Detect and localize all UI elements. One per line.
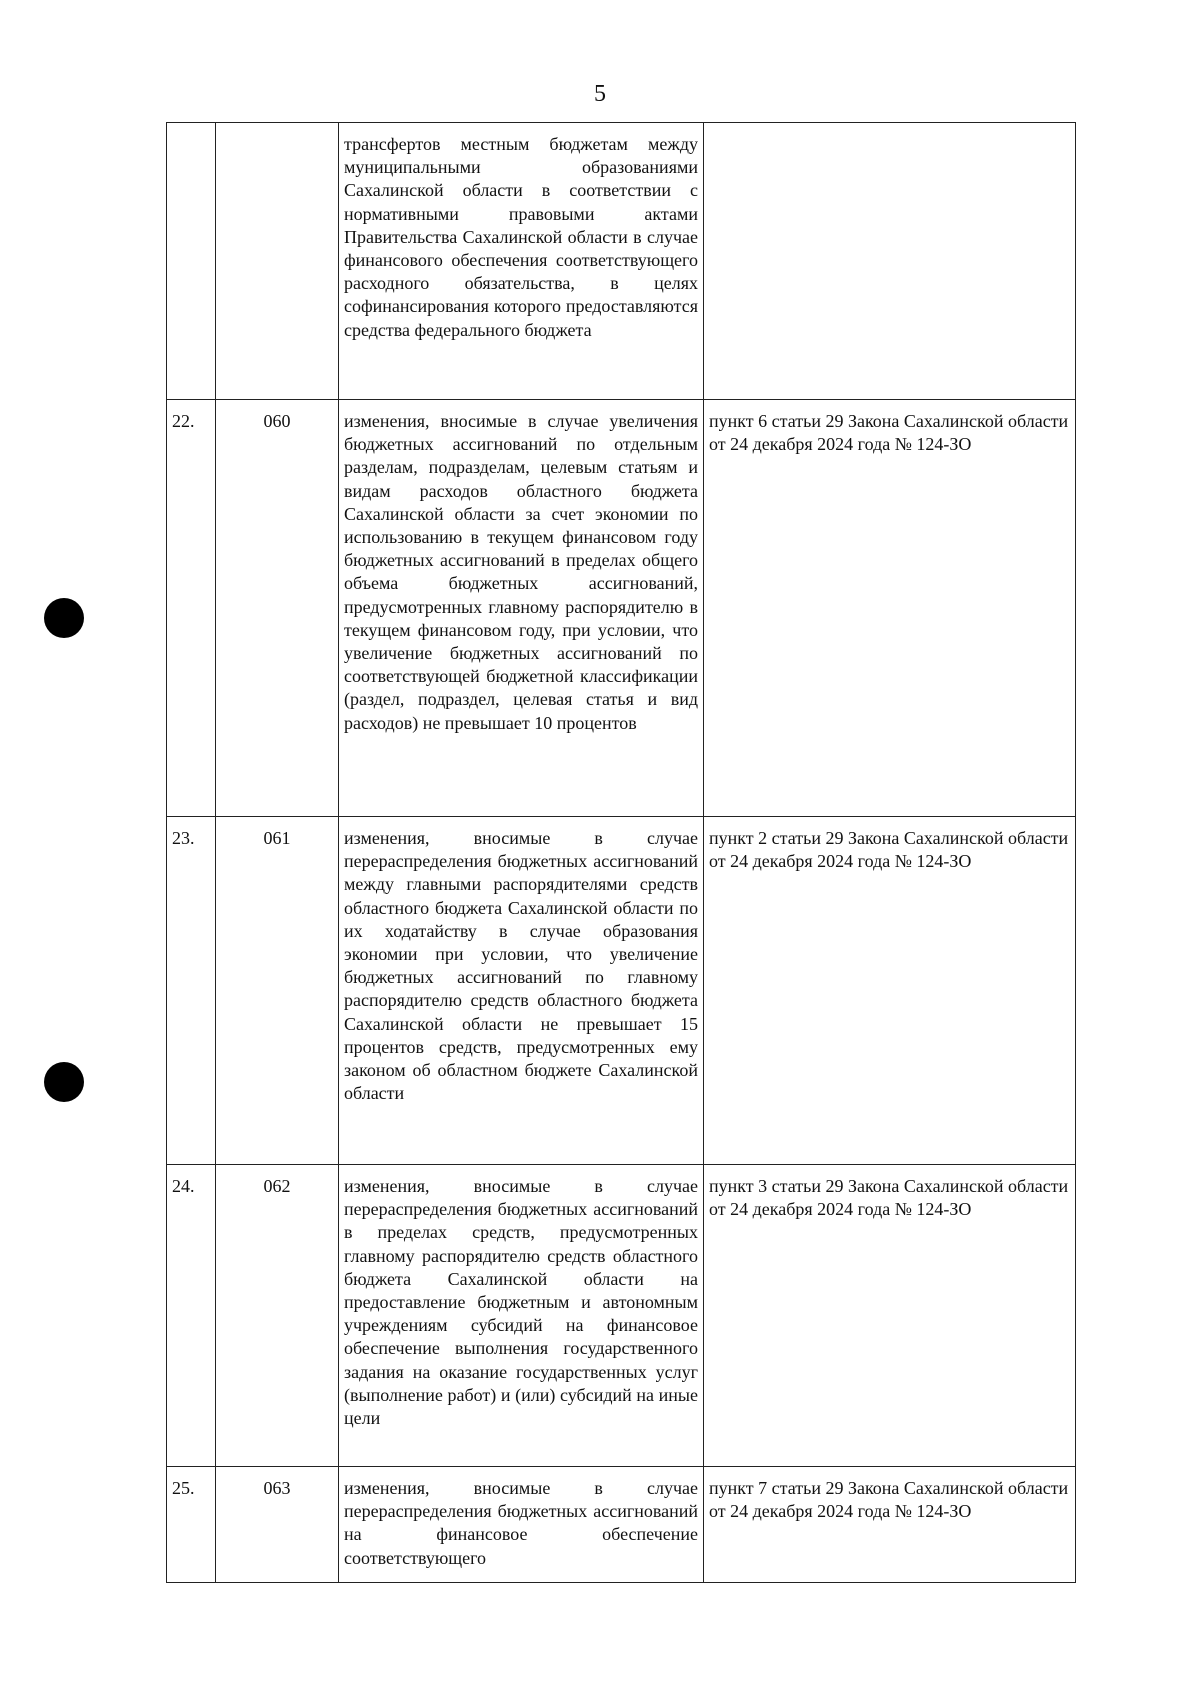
row-code: 062 xyxy=(216,1165,339,1467)
row-description: изменения, вносимые в случае перераспределения бюджетных ассигнований между главными распорядителями средств областного бюджета Сахалинской области по их ходатайству в случае образования экономии при условии, что увеличение бюджетных ассигнований по главному распорядителю средств областного бюджета Сахалинской области не превышает 15 процентов средств, предусмотренных ему законом об областном бюджете Сахалинской области xyxy=(339,817,704,1165)
table-row xyxy=(167,817,1076,1165)
row-code: 061 xyxy=(216,817,339,1165)
table-row xyxy=(167,1165,1076,1467)
row-number: 23. xyxy=(167,817,216,1165)
row-description: трансфертов местным бюджетам между муниципальными образованиями Сахалинской области в соответствии с нормативными правовыми актами Правительства Сахалинской области в случае финансового обеспечения соответствующего расходного обязательства, в целях софинансирования которого предоставляются средства федерального бюджета xyxy=(339,123,704,400)
table-row xyxy=(167,123,1076,400)
row-number: 22. xyxy=(167,400,216,817)
row-number: 25. xyxy=(167,1467,216,1583)
row-description: изменения, вносимые в случае увеличения бюджетных ассигнований по отдельным разделам, подразделам, целевым статьям и видам расходов областного бюджета Сахалинской области за счет экономии по использованию в текущем финансовом году бюджетных ассигнований в пределах общего объема бюджетных ассигнований, предусмотренных главному распорядителю в текущем финансовом году, при условии, что увеличение бюджетных ассигнований по соответствующей бюджетной классификации (раздел, подраздел, целевая статья и вид расходов) не превышает 10 процентов xyxy=(339,400,704,817)
row-reference: пункт 2 статьи 29 Закона Сахалинской области от 24 декабря 2024 года № 124-ЗО xyxy=(704,817,1076,1165)
row-reference: пункт 6 статьи 29 Закона Сахалинской области от 24 декабря 2024 года № 124-ЗО xyxy=(704,400,1076,817)
row-number xyxy=(167,123,216,400)
row-code: 060 xyxy=(216,400,339,817)
budget-changes-table xyxy=(166,122,1076,1583)
table-row xyxy=(167,400,1076,817)
row-reference xyxy=(704,123,1076,400)
page-number: 5 xyxy=(594,81,606,107)
row-description: изменения, вносимые в случае перераспределения бюджетных ассигнований на финансовое обеспечение соответствующего xyxy=(339,1467,704,1583)
row-description: изменения, вносимые в случае перераспределения бюджетных ассигнований в пределах средств, предусмотренных главному распорядителю средств областного бюджета Сахалинской области на предоставление бюджетным и автономным учреждениям субсидий на финансовое обеспечение выполнения государственного задания на оказание государственных услуг (выполнение работ) и (или) субсидий на иные цели xyxy=(339,1165,704,1467)
row-code: 063 xyxy=(216,1467,339,1583)
row-number: 24. xyxy=(167,1165,216,1467)
table-row xyxy=(167,1467,1076,1583)
punch-hole-lower xyxy=(44,1062,84,1102)
row-reference: пункт 3 статьи 29 Закона Сахалинской области от 24 декабря 2024 года № 124-ЗО xyxy=(704,1165,1076,1467)
punch-hole-upper xyxy=(44,598,84,638)
row-code xyxy=(216,123,339,400)
row-reference: пункт 7 статьи 29 Закона Сахалинской области от 24 декабря 2024 года № 124-ЗО xyxy=(704,1467,1076,1583)
